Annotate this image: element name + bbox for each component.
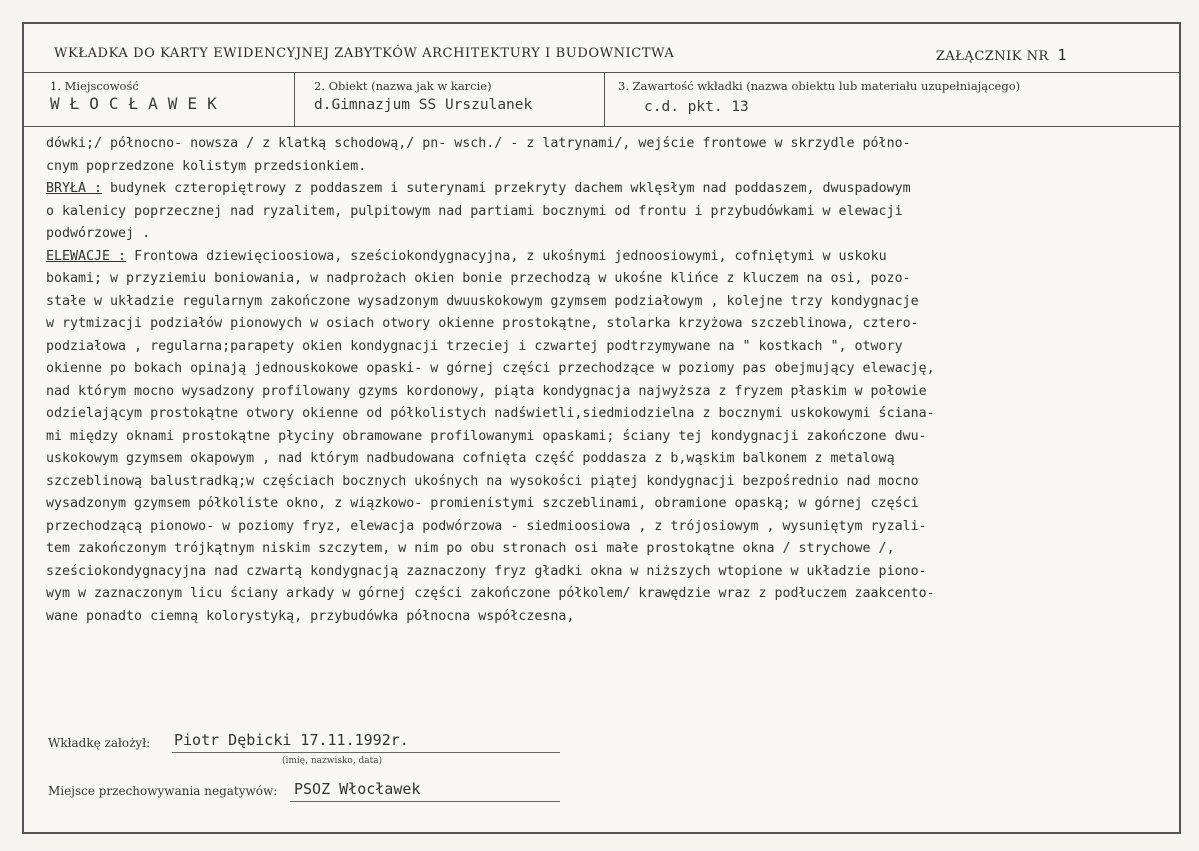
storage-value: PSOZ Włocławek: [294, 780, 421, 798]
text-line: stałe w układzie regularnym zakończone wysadzonym dwuuskokowym gzymsem podziałowym , kolejne trzy kondygnacje: [46, 293, 919, 309]
field-divider-2: [604, 72, 605, 126]
annex-label: [936, 46, 1067, 64]
text-line: wym w zaznaczonym licu ściany arkady w górnej części zakończone półkolem/ krawędzie wraz z podłuczem zaakcento-: [46, 586, 935, 601]
text-line: bokami; w przyziemiu boniowania, w nadprożach okien bonie przechodzą w ukośne klińce z kluczem na osi, pozo-: [46, 271, 911, 286]
annex-label-text: ZAŁĄCZNIK NR: [935, 49, 1049, 64]
author-note: (imię, nazwisko, data): [282, 756, 383, 766]
text-line: przechodzącą pionowo- w poziomy fryz, elewacja podwórzowa - siedmioosiowa , z trójosiowym , wysuniętym ryzali-: [46, 518, 927, 534]
card-title: WKŁADKA DO KARTY EWIDENCYJNEJ ZABYTKÓW ARCHITEKTURY I BUDOWNICTWA: [54, 46, 675, 61]
text-line: okienne po bokach opinają jednouskokowe opaski- w górnej części przechodzące w poziomy pas obejmujący elewację,: [46, 361, 935, 376]
text-line-rest: Frontowa dziewięcioosiowa, sześciokondygnacyjna, z ukośnymi jednoosiowymi, cofniętymi w uskoku: [126, 248, 887, 264]
section-heading-elewacje: ELEWACJE :: [46, 248, 127, 264]
text-line-rest: budynek czteropiętrowy z poddaszem i suterynami przekryty dachem wklęsłym nad poddaszem, dwuspadowym: [102, 181, 911, 196]
field-2-value: d.Gimnazjum SS Urszulanek: [314, 97, 533, 113]
author-value: Piotr Dębicki 17.11.1992r.: [174, 731, 409, 749]
text-line: szczeblinową balustradką;w częściach bocznych ukośnych na wysokości piątej kondygnacji bezpośrednio nad mocno: [46, 473, 919, 489]
storage-underline: [290, 801, 560, 802]
text-line: nad którym mocno wysadzony profilowany gzyms kordonowy, piąta kondygnacja najwyższa z fryzem płaskim w połowie: [46, 383, 927, 399]
text-line: wane ponadto ciemną kolorystyką, przybudówka północna współczesna,: [46, 608, 575, 624]
text-line: uskokowym gzymsem okapowym , nad którym nadbudowana cofnięta część poddasza z b,wąskim balkonem z metalową: [46, 451, 895, 466]
record-card: [22, 22, 1181, 834]
annex-number: 1: [1057, 46, 1067, 64]
field-divider-1: [294, 72, 295, 126]
field-1-value: WŁOCŁAWEK: [50, 94, 227, 113]
text-line: tem zakończonym trójkątnym niskim szczytem, w nim po obu stronach osi małe prostokątne okna / strychowe /,: [46, 541, 895, 556]
text-line: cnym poprzedzone kolistym przedsionkiem.: [46, 158, 367, 174]
text-line: podziałowa , regularna;parapety okien kondygnacji trzeciej i czwartej podtrzymywane na " kostkach ", otwory: [46, 338, 903, 354]
field-1-label: 1. Miejscowość: [50, 79, 139, 93]
text-line: sześciokondygnacyjna nad czwartą kondygnacją zaznaczony fryz gładki okna w niższych wtopione w układzie piono-: [46, 563, 927, 579]
text-line: [46, 246, 1156, 269]
text-line: dówki;/ północno- nowsza / z klatką schodową,/ pn- wsch./ - z latrynami/, wejście frontowe w skrzydle półno-: [46, 136, 911, 151]
fields-rule: [24, 126, 1179, 127]
text-line: [46, 178, 1156, 201]
section-heading-bryla: BRYŁA :: [46, 181, 103, 196]
text-line: odzielającym prostokątne otwory okienne od półkolistych nadświetli,siedmiodzielna z bocznymi uskokowymi ściana-: [46, 406, 935, 421]
storage-label: Miejsce przechowywania negatywów:: [48, 784, 278, 798]
field-2-label: 2. Obiekt (nazwa jak w karcie): [314, 79, 492, 93]
text-line: w rytmizacji podziałów pionowych w osiach otwory okienne prostokątne, stolarka krzyżowa szczeblinowa, cztero-: [46, 316, 919, 331]
text-line: podwórzowej .: [46, 226, 151, 241]
description-text: [46, 133, 1156, 628]
author-label: Wkładkę założył:: [48, 736, 151, 750]
author-underline: [172, 752, 560, 753]
text-line: wysadzonym gzymsem półkoliste okno, z wiązkowo- promienistymi szczeblinami, obramione opaską; w górnej części: [46, 496, 919, 511]
header-rule: [24, 72, 1179, 73]
text-line: o kalenicy poprzecznej nad ryzalitem, pulpitowym nad partiami bocznymi od frontu i przybudówkami w elewacji: [46, 203, 903, 219]
field-3-label: 3. Zawartość wkładki (nazwa obiektu lub materiału uzupełniającego): [618, 79, 1021, 93]
field-3-value: c.d. pkt. 13: [644, 99, 749, 115]
text-line: mi między oknami prostokątne płyciny obramowane profilowanymi opaskami; ściany tej kondygnacji zakończone dwu-: [46, 428, 927, 444]
